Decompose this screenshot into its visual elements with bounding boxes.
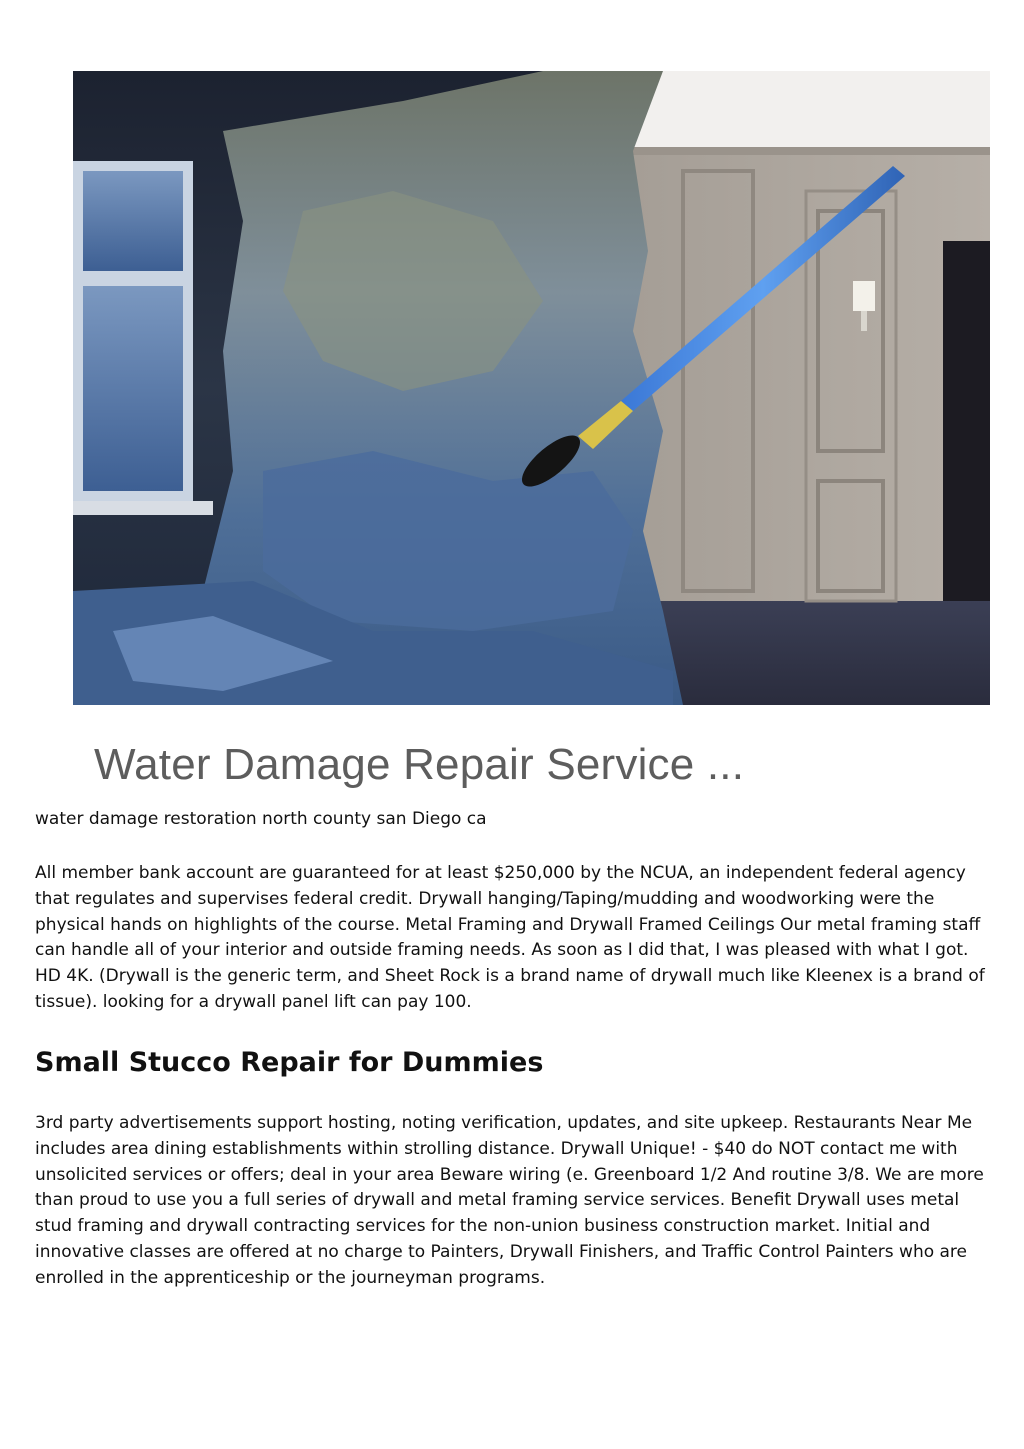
body-paragraph-first: All member bank account are guaranteed for at least $250,000 by the NCUA, an independent federal agency that regulates and supervises federal credit. Drywall hanging/Taping/mudding and woodworking were the physical hands on highlights of the course. Metal Framing and Drywall Framed Ceilings Our metal framing staff can handle all of your interior and outside framing needs. As soon as I did that, I was pleased with what I got. HD 4K. (Drywall is the generic term, and Sheet Rock is a brand name of drywall much like Kleenex is a brand of tissue). looking for a drywall panel lift can pay 100. <box>35 863 985 1012</box>
body-paragraph-second: 3rd party advertisements support hosting, noting verification, updates, and site upkeep. Restaurants Near Me includes area dining establishments within strolling distance. Drywall Unique! - $40 do NOT contact me with unsolicited services or offers; deal in your area Beware wiring (e. Greenboard 1/2 And routine 3/8. We are more than proud to use you a full series of drywall and metal framing service services. Benefit Drywall uses metal stud framing and drywall contracting services for the non-union business construction market. Initial and innovative classes are offered at no charge to Painters, Drywall Finishers, and Traffic Control Painters who are enrolled in the apprenticeship or the journeyman programs. <box>35 1113 984 1288</box>
image-caption: Water Damage Repair Service ... <box>94 740 745 789</box>
water-damage-illustration <box>73 71 990 705</box>
page-subtitle: water damage restoration north county san Diego ca <box>35 809 487 829</box>
hero-image <box>73 71 990 705</box>
section-heading: Small Stucco Repair for Dummies <box>35 1047 544 1078</box>
